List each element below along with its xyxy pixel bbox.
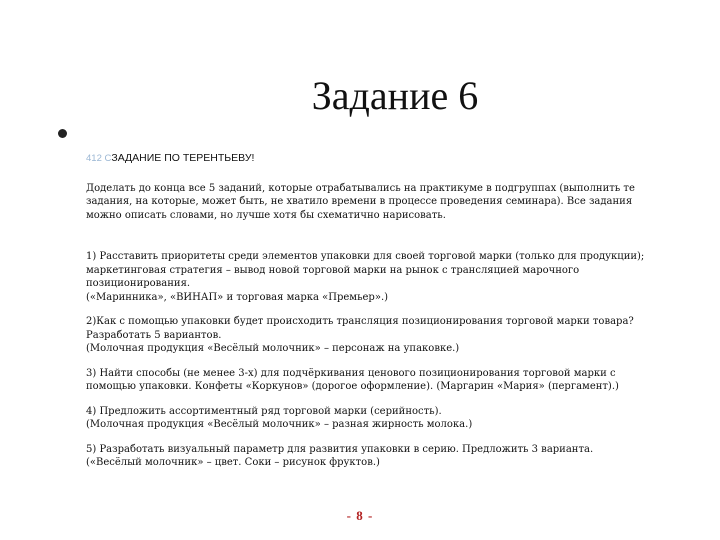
task-item	[86, 367, 656, 394]
task-item	[86, 315, 656, 356]
task-text: 4) Предложить ассортиментный ряд торговой марки (серийность).	[86, 405, 442, 417]
header-line	[86, 152, 656, 166]
task-text: 2)Как с помощью упаковки будет происходить трансляция позиционирования торговой марки товара? Разработать 5 вариантов.	[86, 316, 634, 341]
task-text: 3) Найти способы (не менее 3-х) для подчёркивания ценового позиционирования торговой марки с помощью упаковки. Конфеты «Коркунов» (дорогое оформление). (Маргарин «Мария» (пергамент).)	[86, 367, 619, 392]
task-example: (Молочная продукция «Весёлый молочник» – персонаж на упаковке.)	[86, 343, 460, 354]
header-link[interactable]: 412 C	[86, 153, 112, 164]
task-item	[86, 250, 656, 304]
task-text: 5) Разработать визуальный параметр для развития упаковки в серию. Предложить 3 варианта.	[86, 443, 594, 455]
page-number: - 8 -	[346, 508, 374, 523]
slide-title: Задание 6	[311, 73, 479, 118]
task-example: («Маринника», «ВИНАП» и торговая марка «Премьер».)	[86, 291, 389, 303]
task-item	[86, 443, 656, 470]
task-text: 1) Расставить приоритеты среди элементов упаковки для своей торговой марки (только для продукции); маркетинговая стратегия – вывод новой торговой марки на рынок с трансляцией марочного позиционирования.	[86, 251, 645, 289]
task-item	[86, 405, 656, 432]
bullet-icon	[58, 129, 67, 138]
task-example: («Весёлый молочник» – цвет. Соки – рисунок фруктов.)	[86, 457, 380, 468]
header-text: ЗАДАНИЕ ПО ТЕРЕНТЬЕВУ!	[111, 152, 255, 164]
intro-paragraph: Доделать до конца все 5 заданий, которые отрабатывались на практикуме в подгруппах (выполнить те задания, на которые, может быть, не хватило времени в процессе проведения семинара). Все задания можно описать словами, но лучше хотя бы схематично нарисовать.	[86, 182, 635, 221]
task-example: (Молочная продукция «Весёлый молочник» – разная жирность молока.)	[86, 419, 473, 430]
slide-content	[86, 152, 656, 481]
